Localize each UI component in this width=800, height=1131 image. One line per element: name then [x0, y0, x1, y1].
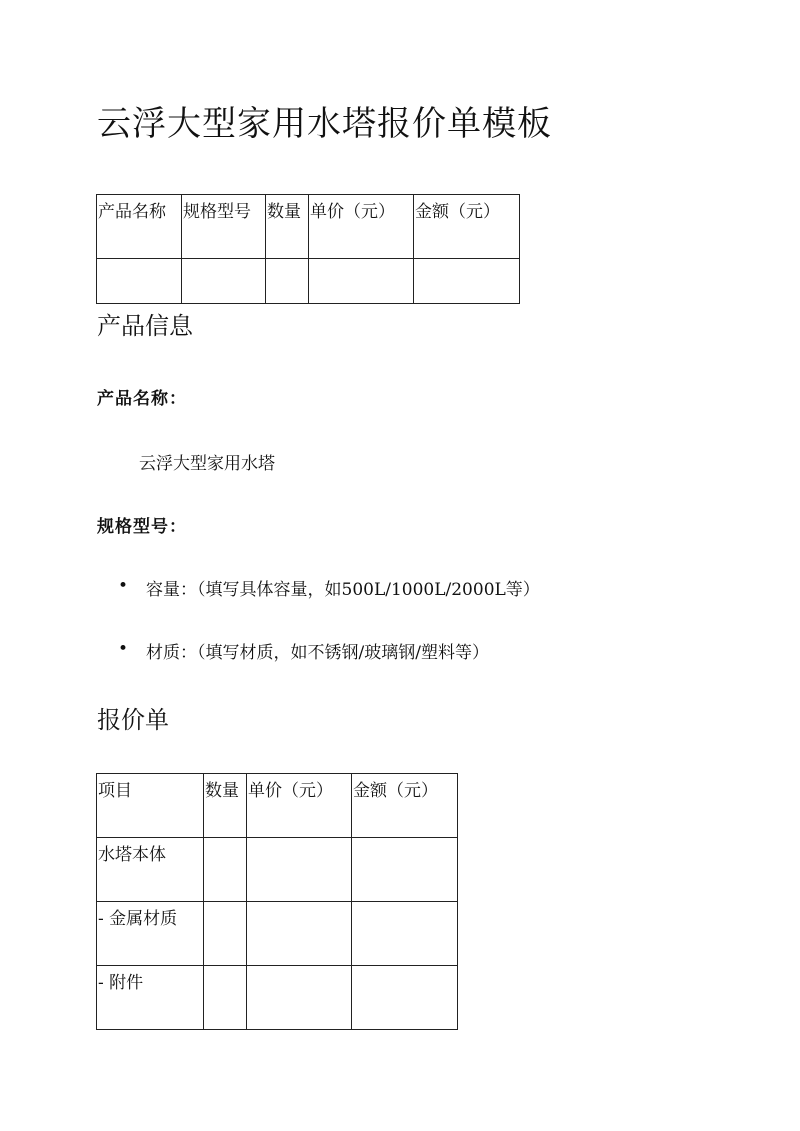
summary-table [96, 194, 520, 304]
header-cell: 产品名称 [97, 195, 182, 259]
table-row [97, 966, 458, 1030]
product-name-label: 产品名称： [97, 389, 187, 409]
header-cell: 规格型号 [182, 195, 266, 259]
table-header-row [97, 774, 458, 838]
table-row [97, 902, 458, 966]
table-cell [247, 966, 352, 1030]
table-cell [247, 838, 352, 902]
quote-heading: 报价单 [97, 706, 169, 734]
product-name-value: 云浮大型家用水塔 [139, 454, 275, 474]
table-cell [414, 259, 520, 304]
header-cell: 金额（元） [352, 774, 458, 838]
table-cell [352, 966, 458, 1030]
table-cell [204, 966, 247, 1030]
bullet-icon: • [118, 639, 129, 659]
header-cell: 项目 [97, 774, 204, 838]
page-title: 云浮大型家用水塔报价单模板 [97, 104, 552, 144]
spec-label: 规格型号： [97, 517, 187, 537]
header-cell: 单价（元） [309, 195, 414, 259]
table-row [97, 838, 458, 902]
table-cell: 水塔本体 [97, 838, 204, 902]
quote-table [96, 773, 458, 1030]
table-cell [352, 902, 458, 966]
table-cell [97, 259, 182, 304]
table-cell [182, 259, 266, 304]
header-cell: 单价（元） [247, 774, 352, 838]
header-cell: 数量 [266, 195, 309, 259]
table-row [97, 259, 520, 304]
bullet-icon: • [118, 576, 129, 596]
table-cell: - 附件 [97, 966, 204, 1030]
spec-item-material: 材质：（填写材质，如不锈钢/玻璃钢/塑料等） [146, 643, 489, 663]
header-cell: 数量 [204, 774, 247, 838]
table-cell [352, 838, 458, 902]
table-header-row [97, 195, 520, 259]
header-cell: 金额（元） [414, 195, 520, 259]
table-cell [247, 902, 352, 966]
table-cell [266, 259, 309, 304]
table-cell [204, 838, 247, 902]
product-info-heading: 产品信息 [97, 312, 193, 340]
table-cell [204, 902, 247, 966]
table-cell [309, 259, 414, 304]
spec-item-capacity: 容量：（填写具体容量，如500L/1000L/2000L等） [146, 580, 540, 600]
table-cell: - 金属材质 [97, 902, 204, 966]
